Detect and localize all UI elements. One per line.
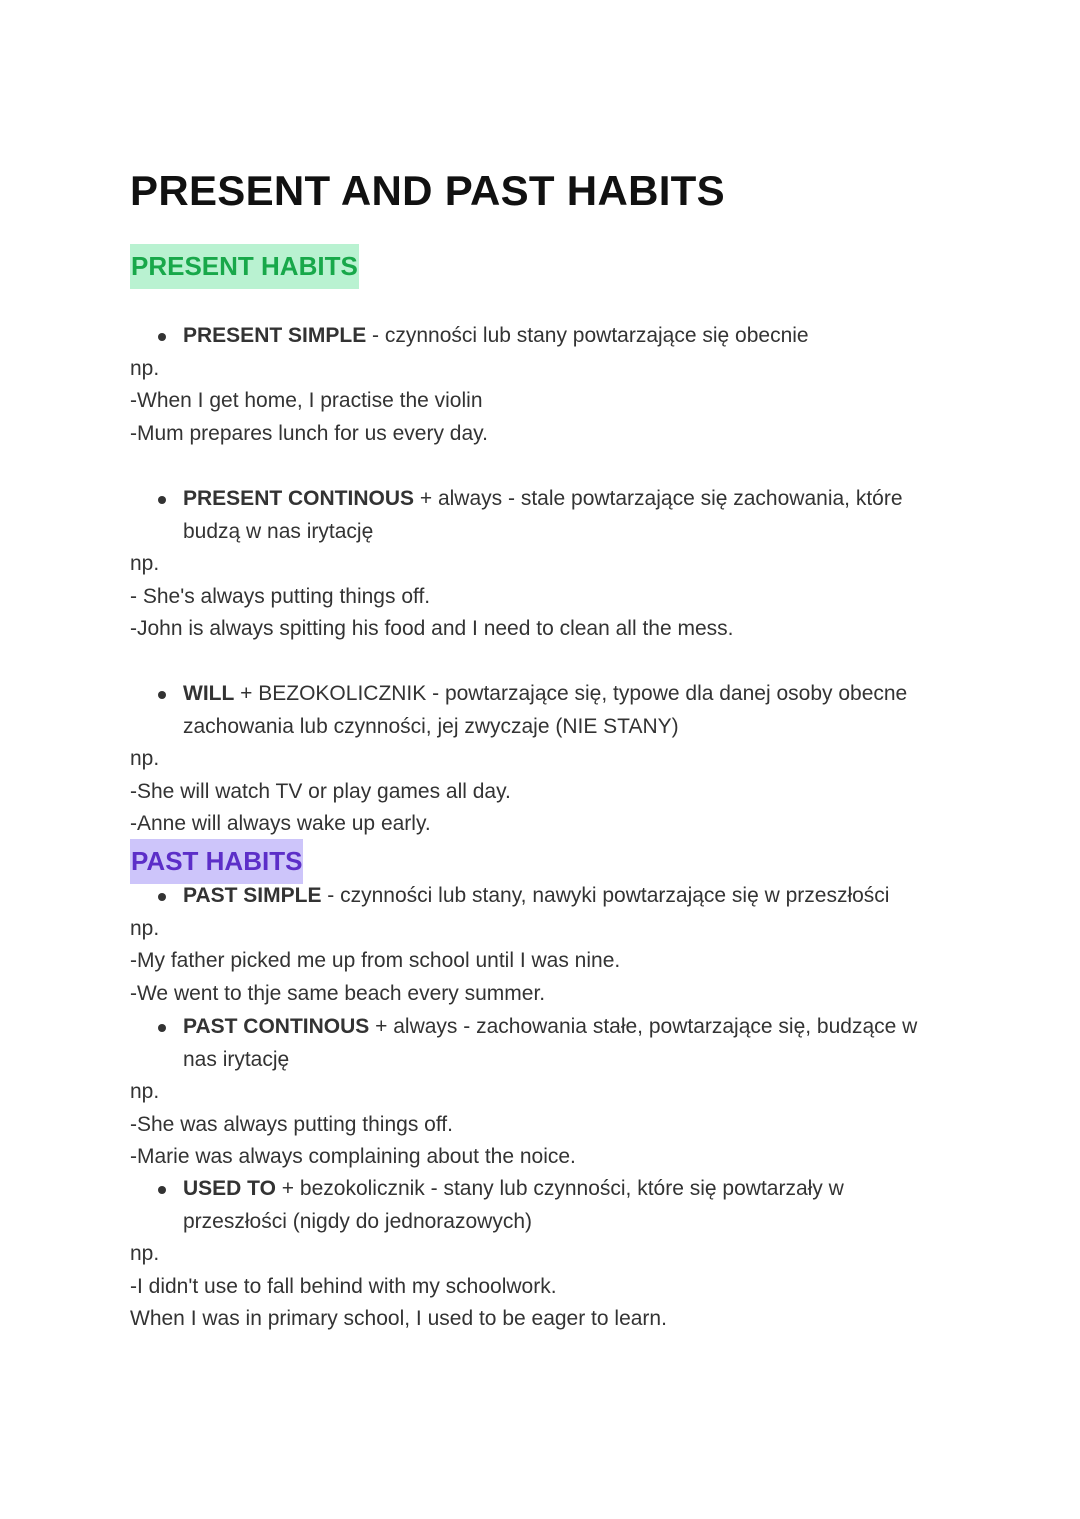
- bullet-dot-icon: [158, 691, 166, 699]
- bullet-dot-icon: [158, 893, 166, 901]
- bullet-item: [130, 678, 940, 743]
- np-label: np.: [130, 747, 160, 771]
- used-to-block: [130, 1173, 940, 1336]
- term-description: + always - zachowania stałe, powtarzające się, budzące w nas irytację: [183, 1015, 918, 1071]
- grammar-term: PRESENT CONTINOUS: [183, 487, 415, 510]
- past-simple-block: [130, 880, 940, 1010]
- example-sentence: -She was always putting things off.: [130, 1112, 453, 1136]
- example-sentence: -When I get home, I practise the violin: [130, 389, 483, 413]
- bullet-dot-icon: [158, 333, 166, 341]
- bullet-dot-icon: [158, 496, 166, 504]
- present-simple-block: [130, 320, 940, 450]
- page-title: PRESENT AND PAST HABITS: [130, 167, 725, 214]
- example-sentence: -She will watch TV or play games all day.: [130, 779, 511, 803]
- example-sentence: -We went to thje same beach every summer.: [130, 981, 546, 1005]
- example-sentence: -Mum prepares lunch for us every day.: [130, 421, 488, 445]
- np-label: np.: [130, 356, 160, 380]
- np-label: np.: [130, 1242, 160, 1266]
- term-description: + bezokolicznik - stany lub czynności, które się powtarzały w przeszłości (nigdy do jednorazowych): [183, 1177, 844, 1233]
- np-label: np.: [130, 916, 160, 940]
- grammar-term: PAST SIMPLE: [183, 884, 322, 907]
- bullet-item: [130, 1173, 940, 1238]
- example-sentence: -Anne will always wake up early.: [130, 812, 431, 836]
- example-sentence: -I didn't use to fall behind with my schoolwork.: [130, 1274, 557, 1298]
- past-habits-heading: PAST HABITS: [130, 839, 303, 884]
- term-description: + always - stale powtarzające się zachowania, które budzą w nas irytację: [183, 487, 903, 543]
- term-description: + BEZOKOLICZNIK - powtarzające się, typowe dla danej osoby obecne zachowania lub czynności, jej zwyczaje (NIE STANY): [183, 682, 908, 738]
- bullet-item: [130, 320, 940, 353]
- example-sentence: -My father picked me up from school until I was nine.: [130, 949, 621, 973]
- bullet-dot-icon: [158, 1024, 166, 1032]
- will-block: [130, 678, 940, 841]
- grammar-term: PAST CONTINOUS: [183, 1015, 370, 1038]
- bullet-dot-icon: [158, 1186, 166, 1194]
- grammar-term: WILL: [183, 682, 235, 705]
- term-description: - czynności lub stany powtarzające się obecnie: [366, 324, 809, 347]
- example-sentence: -Marie was always complaining about the noice.: [130, 1145, 576, 1169]
- np-label: np.: [130, 552, 160, 576]
- term-description: - czynności lub stany, nawyki powtarzające się w przeszłości: [321, 884, 890, 907]
- present-habits-heading: PRESENT HABITS: [130, 244, 359, 289]
- past-continuous-block: [130, 1011, 940, 1174]
- example-sentence: -John is always spitting his food and I need to clean all the mess.: [130, 617, 734, 641]
- grammar-term: PRESENT SIMPLE: [183, 324, 367, 347]
- present-continuous-block: [130, 483, 940, 646]
- bullet-item: [130, 1011, 940, 1076]
- example-sentence: When I was in primary school, I used to be eager to learn.: [130, 1307, 667, 1331]
- bullet-item: [130, 880, 940, 913]
- grammar-term: USED TO: [183, 1177, 276, 1200]
- example-sentence: - She's always putting things off.: [130, 584, 431, 608]
- bullet-item: [130, 483, 940, 548]
- np-label: np.: [130, 1080, 160, 1104]
